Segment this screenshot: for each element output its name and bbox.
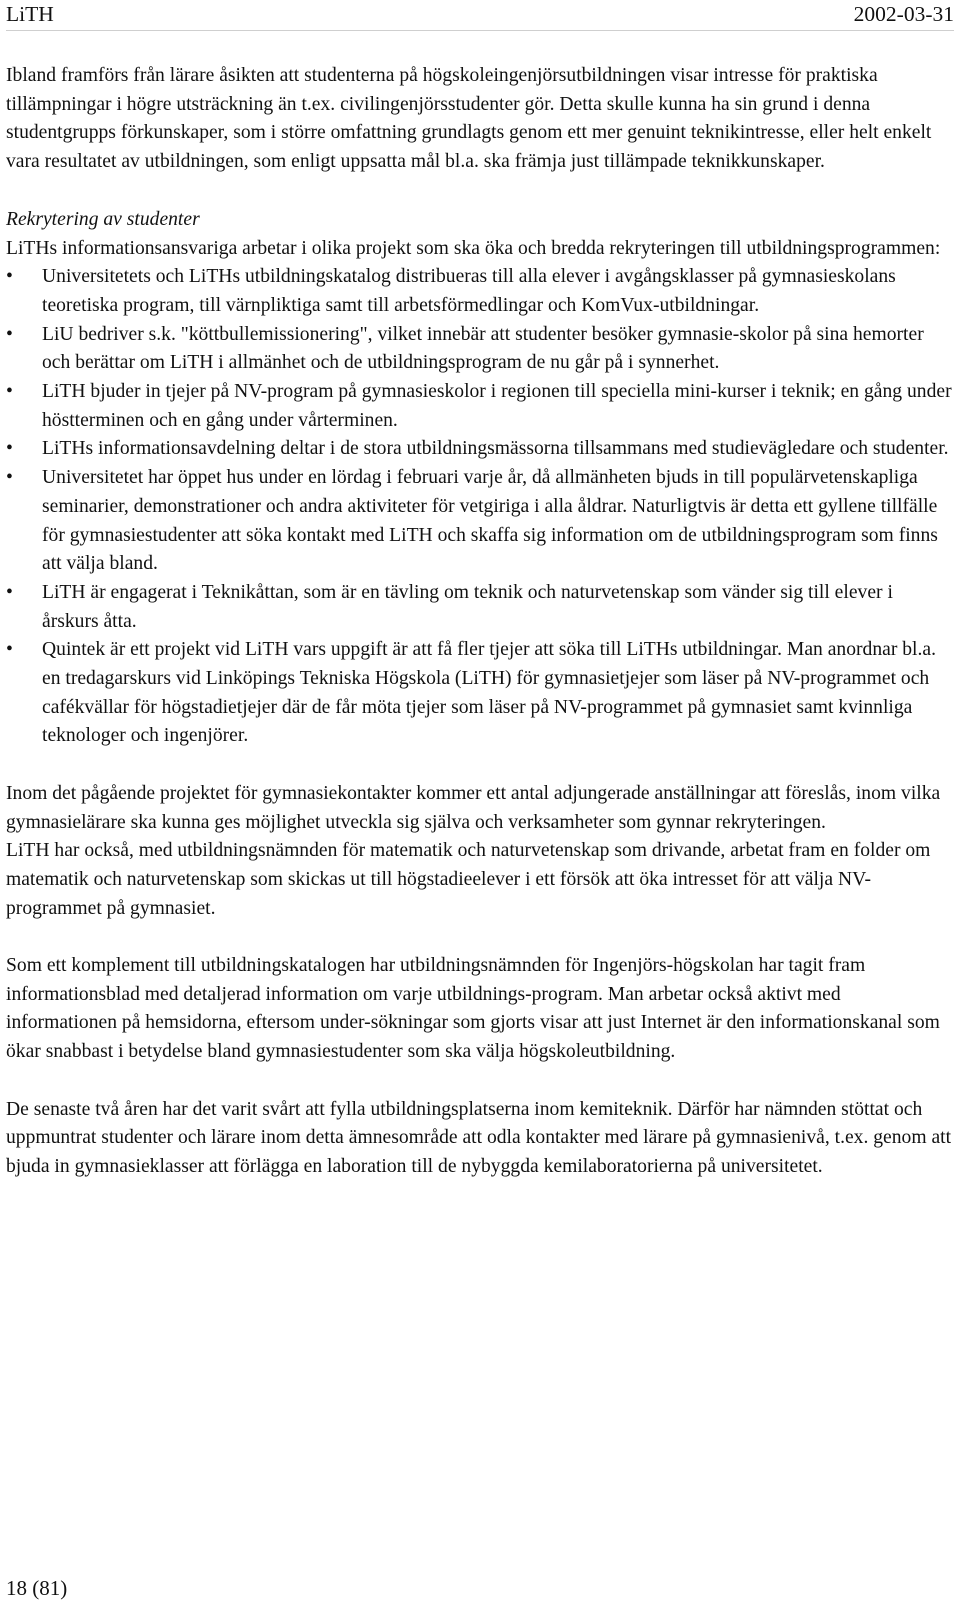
- bullet-icon: •: [6, 438, 13, 460]
- bullet-icon: •: [6, 266, 13, 288]
- document-body: [6, 62, 954, 1182]
- header-date: 2002-03-31: [853, 2, 954, 26]
- header-rule: [6, 30, 954, 31]
- bullet-icon: •: [6, 581, 13, 603]
- list-item-text: Quintek är ett projekt vid LiTH vars uppgift är att få fler tjejer att söka till LiTHs utbildningar. Man anordnar bl.a. en tredagarskurs vid Linköpings Tekniska Högskola (LiTH) för gymnasietjejer som läser på NV-programmet och cafékvällar för högstadietjejer där de får möta tjejer som läser på NV-programmet på gymnasiet samt kvinnliga teknologer och ingenjörer.: [42, 639, 936, 747]
- list-item: [6, 464, 954, 579]
- list-item-text: LiTH är engagerat i Teknikåttan, som är en tävling om teknik och naturvetenskap som vänder sig till elever i årskurs åtta.: [42, 581, 893, 632]
- list-item: [6, 321, 954, 378]
- list-item-text: LiU bedriver s.k. "köttbullemissionering", vilket innebär att studenter besöker gymnasie-skolor på sina hemorter och berättar om LiTH i allmänhet och de utbildningsprogram de nu går på i synnerhet.: [42, 323, 924, 374]
- paragraph-intro: Ibland framförs från lärare åsikten att studenterna på högskoleingenjörsutbildningen visar intresse för praktiska tillämpningar i högre utsträckning än t.ex. civilingenjörsstudenter gör. Detta skulle kunna ha sin grund i denna studentgrupps förkunskaper, som i större omfattning grundlagts genom ett mer genuint teknikintresse, eller helt enkelt vara resultatet av utbildningen, som enligt uppsatta mål bl.a. ska främja just tillämpade teknikkunskaper.: [6, 65, 932, 173]
- bullet-icon: •: [6, 639, 13, 661]
- paragraph-adjunct: Inom det pågående projektet för gymnasiekontakter kommer ett antal adjungerade anställningar att föreslås, inom vilka gymnasielärare ska kunna ges möjlighet utveckla sig själva och verksamheter som gynnar rekryteringen.: [6, 782, 941, 833]
- list-item: [6, 263, 954, 320]
- bullet-list: [6, 263, 954, 751]
- list-item: [6, 579, 954, 636]
- paragraph-infoblad: Som ett komplement till utbildningskatalogen har utbildningsnämnden för Ingenjörs-högskolan har tagit fram informationsblad med detaljerad information om varje utbildnings-program. Man arbetar också aktivt med informationen på hemsidorna, eftersom under-sökningar som gjorts visar att just Internet är den informationskanal som ökar snabbast i betydelse bland gymnasiestudenter som ska välja högskoleutbildning.: [6, 955, 940, 1063]
- list-item: [6, 435, 954, 464]
- bullet-icon: •: [6, 381, 13, 403]
- section-heading: Rekrytering av studenter: [6, 208, 200, 230]
- list-item-text: LiTHs informationsavdelning deltar i de stora utbildningsmässorna tillsammans med studievägledare och studenter.: [42, 438, 949, 460]
- list-item-text: Universitetets och LiTHs utbildningskatalog distribueras till alla elever i avgångsklasser på gymnasieskolans teoretiska program, till värnpliktiga samt till arbetsförmedlingar och KomVux-utbildningar.: [42, 266, 896, 316]
- paragraph-kemiteknik: De senaste två åren har det varit svårt att fylla utbildningsplatserna inom kemiteknik. Därför har nämnden stöttat och uppmuntrat studenter och lärare inom detta ämnesområde att odla kontakter med lärare på gymnasienivå, t.ex. genom att bjuda in gymnasieklasser att förlägga en laboration till de nybyggda kemilaboratorierna på universitetet.: [6, 1098, 952, 1177]
- list-item: [6, 636, 954, 751]
- paragraph-folder: LiTH har också, med utbildningsnämnden för matematik och naturvetenskap som drivande, arbetat fram en folder om matematik och naturvetenskap som skickas ut till högstadieelever i ett försök att öka intresset för att välja NV-programmet på gymnasiet.: [6, 840, 931, 919]
- page-header: [6, 2, 954, 28]
- section-intro: LiTHs informationsansvariga arbetar i olika projekt som ska öka och bredda rekryteringen till utbildningsprogrammen:: [6, 237, 941, 259]
- page-number: 18 (81): [6, 1576, 68, 1600]
- bullet-icon: •: [6, 323, 13, 345]
- header-left-text: LiTH: [6, 2, 54, 26]
- list-item-text: LiTH bjuder in tjejer på NV-program på gymnasieskolor i regionen till speciella mini-kurser i teknik; en gång under höstterminen och en gång under vårterminen.: [42, 381, 952, 431]
- bullet-icon: •: [6, 467, 13, 489]
- list-item: [6, 378, 954, 435]
- list-item-text: Universitetet har öppet hus under en lördag i februari varje år, då allmänheten bjuds in till populärvetenskapliga seminarier, demonstrationer och andra aktiviteter för vetgiriga i alla åldrar. Naturligtvis är detta ett gyllene tillfälle för gymnasiestudenter att söka kontakt med LiTH och skaffa sig information om de utbildningsprogram som finns att välja bland.: [42, 467, 938, 575]
